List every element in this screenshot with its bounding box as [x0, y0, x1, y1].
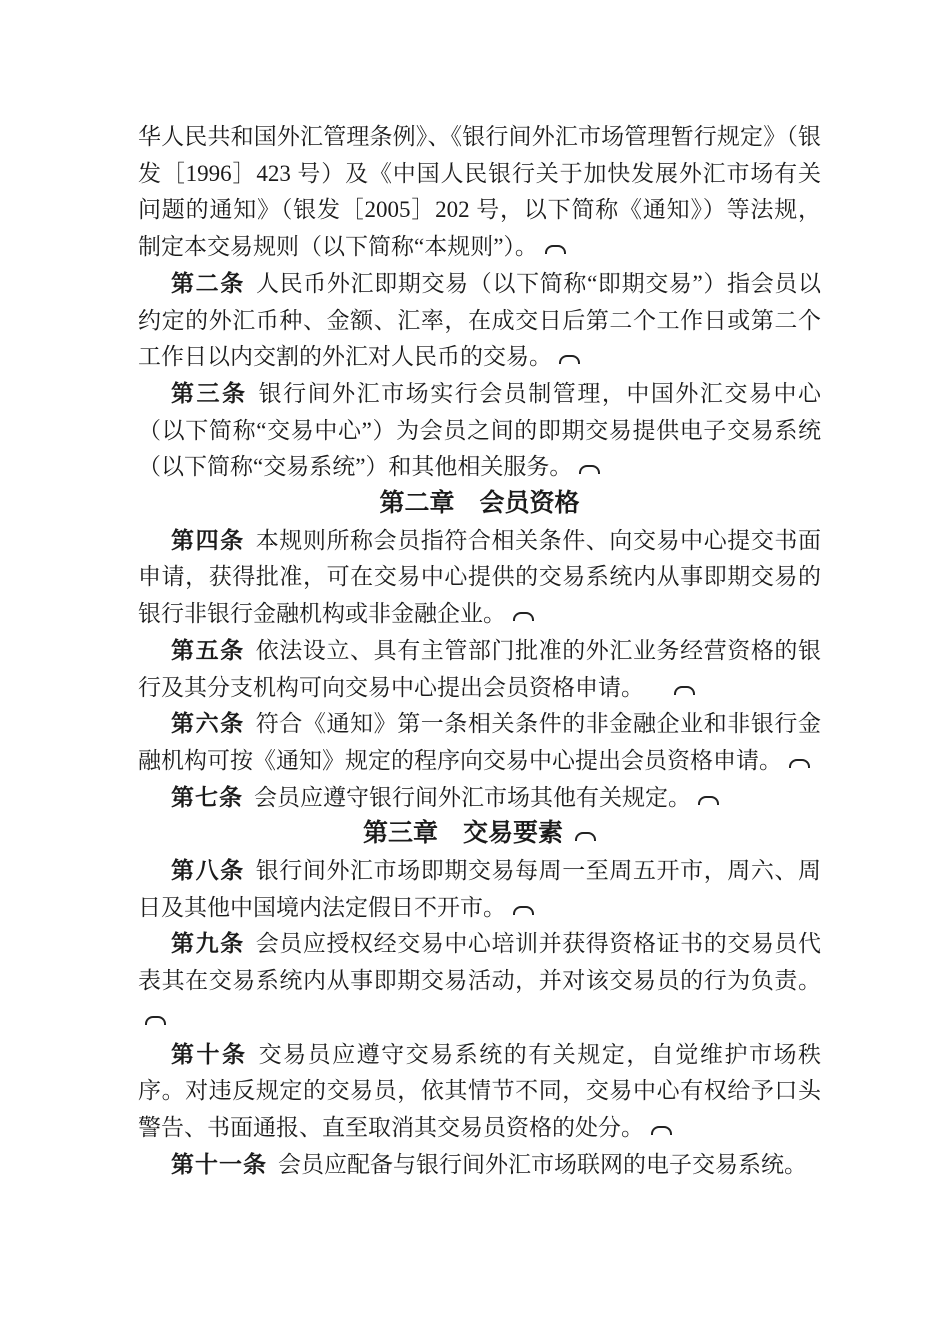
paragraph	[138, 780, 821, 817]
paragraph	[138, 1037, 821, 1147]
document-body	[138, 119, 821, 1183]
paragraph-mark-icon	[698, 796, 719, 805]
chapter-heading	[138, 816, 821, 853]
article-number: 第十条	[171, 1041, 248, 1067]
paragraph	[138, 633, 821, 706]
paragraph-mark-icon	[674, 686, 695, 695]
paragraph-text: 依法设立、具有主管部门批准的外汇业务经营资格的银行及其分支机构可向交易中心提出会员资格申请。	[138, 637, 822, 700]
paragraph	[138, 266, 821, 376]
paragraph-text: 会员应遵守银行间外汇市场其他有关规定。	[254, 784, 691, 810]
paragraph-mark-icon	[575, 832, 596, 841]
paragraph	[138, 119, 821, 266]
paragraph-mark-icon	[513, 906, 534, 915]
paragraph-mark-icon	[559, 355, 580, 364]
paragraph-text: 交易员应遵守交易系统的有关规定，自觉维护市场秩序。对违反规定的交易员，依其情节不同，交易中心有权给予口头警告、书面通报、直至取消其交易员资格的处分。	[138, 1041, 822, 1140]
paragraph-text: 符合《通知》第一条相关条件的非金融企业和非银行金融机构可按《通知》规定的程序向交易中心提出会员资格申请。	[138, 711, 822, 773]
article-number: 第三条	[171, 380, 248, 406]
chapter-heading-text: 第二章 会员资格	[379, 490, 580, 518]
paragraph-mark-icon	[145, 1016, 166, 1025]
paragraph-mark-icon	[651, 1126, 672, 1135]
paragraph	[138, 926, 821, 1036]
paragraph	[138, 1147, 821, 1184]
paragraph	[138, 706, 821, 779]
paragraph	[138, 523, 821, 633]
paragraph-text: 人民币外汇即期交易（以下简称“即期交易”）指会员以约定的外汇币种、金额、汇率，在成交日后第二个工作日或第二个工作日以内交割的外汇对人民币的交易。	[138, 270, 821, 370]
paragraph-text: 会员应配备与银行间外汇市场联网的电子交易系统。	[278, 1151, 807, 1177]
paragraph-mark-icon	[789, 759, 810, 768]
paragraph-text: 本规则所称会员指符合相关条件、向交易中心提交书面申请，获得批准，可在交易中心提供的交易系统内从事即期交易的银行非银行金融机构或非金融企业。	[138, 527, 822, 627]
chapter-heading	[138, 486, 821, 523]
article-number: 第五条	[171, 637, 245, 663]
paragraph-text: 华人民共和国外汇管理条例》、《银行间外汇市场管理暂行规定》（银发［1996］423 号）及《中国人民银行关于加快发展外汇市场有关问题的通知》（银发［2005］202 号，以下简称《通知》）等法规，制定本交易规则（以下简称“本规则”）。	[138, 124, 821, 260]
paragraph-mark-icon	[545, 245, 566, 254]
paragraph-text: 银行间外汇市场即期交易每周一至周五开市，周六、周日及其他中国境内法定假日不开市。	[138, 858, 822, 920]
paragraph-mark-icon	[513, 612, 534, 621]
paragraph-mark-icon	[579, 465, 600, 474]
paragraph-text: 会员应授权经交易中心培训并获得资格证书的交易员代表其在交易系统内从事即期交易活动，并对该交易员的行为负责。	[138, 931, 822, 994]
article-number: 第九条	[171, 931, 245, 957]
article-number: 第二条	[171, 270, 245, 296]
article-number: 第七条	[171, 784, 243, 810]
chapter-heading-text: 第三章 交易要素	[362, 820, 563, 848]
paragraph	[138, 853, 821, 926]
paragraph	[138, 376, 821, 486]
article-number: 第十一条	[171, 1151, 267, 1177]
paragraph-text: 银行间外汇市场实行会员制管理，中国外汇交易中心（以下简称“交易中心”）为会员之间的即期交易提供电子交易系统（以下简称“交易系统”）和其他相关服务。	[138, 380, 822, 480]
article-number: 第四条	[171, 527, 245, 553]
article-number: 第六条	[171, 711, 245, 737]
article-number: 第八条	[171, 858, 245, 884]
